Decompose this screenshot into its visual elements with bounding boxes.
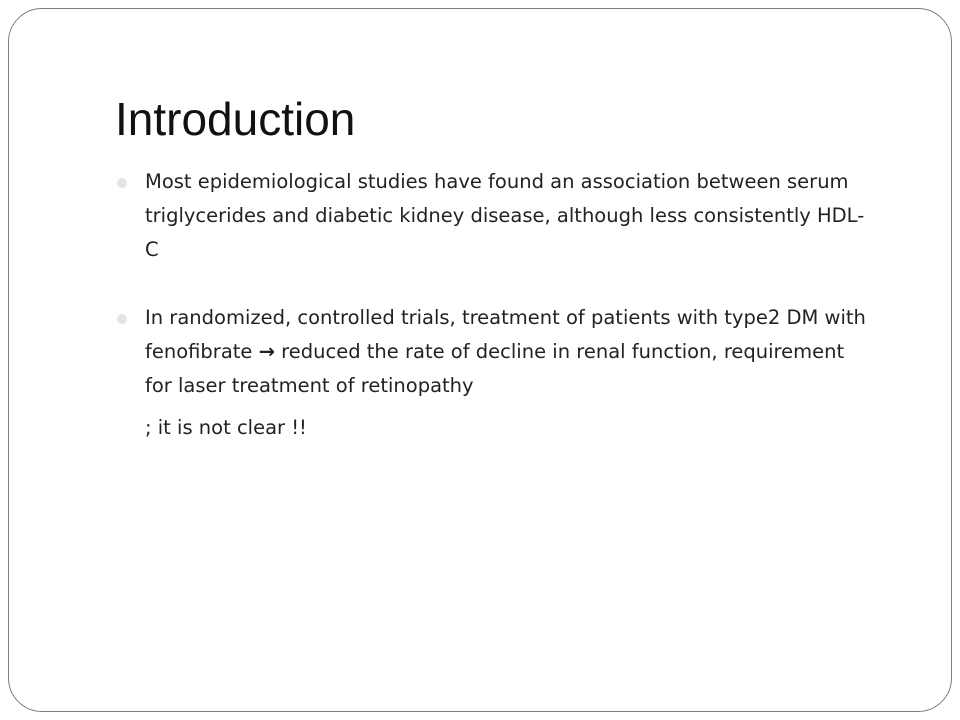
bullet-continuation: ; it is not clear !!: [145, 416, 307, 439]
bullet-item-2: [115, 301, 875, 445]
bullet-dot-icon: [117, 178, 127, 188]
bullet-list: [115, 165, 875, 479]
slide-frame: [8, 8, 952, 712]
bullet-text-2-before-arrow: In randomized, controlled trials, treatment of patients with type2 DM with fenofibrate: [145, 306, 866, 363]
right-arrow-icon: →: [258, 340, 275, 363]
bullet-text-2-after-arrow: reduced the rate of decline in renal function, requirement for laser treatment of retinopathy: [145, 340, 845, 397]
bullet-text-1: Most epidemiological studies have found an association between serum triglycerides and diabetic kidney disease, although less consistently HDL-C: [145, 170, 865, 261]
slide-title: Introduction: [115, 93, 356, 145]
bullet-item-1: [115, 165, 875, 267]
bullet-dot-icon: [117, 314, 127, 324]
